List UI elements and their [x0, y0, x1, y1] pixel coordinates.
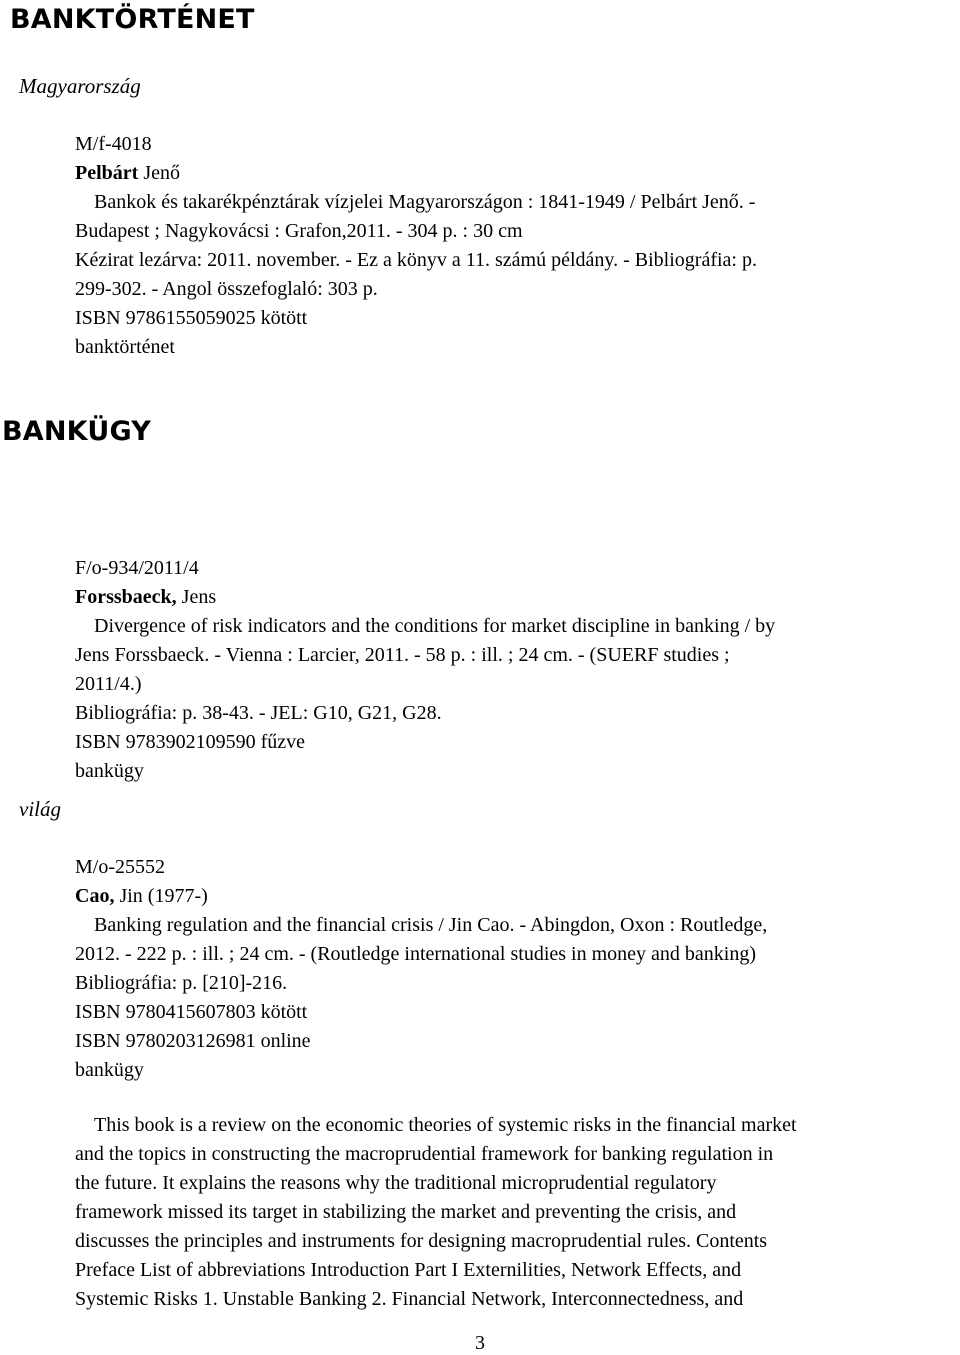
- author-surname: Pelbárt: [75, 162, 139, 184]
- page-number: 3: [475, 1332, 485, 1354]
- subject-term: bankügy: [75, 760, 144, 782]
- description-line: Budapest ; Nagykovácsi : Grafon,2011. - 304 p. : 30 cm: [75, 220, 523, 242]
- description-line: Divergence of risk indicators and the conditions for market discipline in banking / by: [94, 615, 776, 637]
- isbn-line: ISBN 9780415607803 kötött: [75, 1001, 308, 1023]
- description-line: 2011/4.): [75, 673, 142, 695]
- author-surname: Forssbaeck,: [75, 586, 177, 608]
- subheading-magyarorszag: Magyarország: [19, 74, 141, 98]
- isbn-line: ISBN 9786155059025 kötött: [75, 307, 308, 329]
- author-given-name: Jenő: [138, 162, 180, 184]
- abstract-line: discusses the principles and instruments for designing macroprudential rules. Contents: [75, 1230, 768, 1252]
- abstract-line: and the topics in constructing the macroprudential framework for banking regulation in: [75, 1143, 774, 1165]
- author-line: [75, 583, 216, 612]
- author-line: [75, 159, 180, 188]
- abstract-line: framework missed its target in stabilizing the market and preventing the crisis, and: [75, 1201, 737, 1223]
- author-line: [75, 882, 208, 911]
- call-number: F/o-934/2011/4: [75, 557, 199, 579]
- abstract-line: This book is a review on the economic theories of systemic risks in the financial market: [94, 1114, 797, 1136]
- subject-term: banktörténet: [75, 336, 175, 358]
- description-line: Banking regulation and the financial crisis / Jin Cao. - Abingdon, Oxon : Routledge,: [94, 914, 768, 936]
- description-line: Bankok és takarékpénztárak vízjelei Magyarországon : 1841-1949 / Pelbárt Jenő. -: [94, 191, 756, 213]
- isbn-line: ISBN 9783902109590 fűzve: [75, 731, 305, 753]
- description-line: Kézirat lezárva: 2011. november. - Ez a könyv a 11. számú példány. - Bibliográfia: p.: [75, 249, 757, 271]
- author-given-name: Jens: [176, 586, 217, 608]
- description-line: Bibliográfia: p. 38-43. - JEL: G10, G21, G28.: [75, 702, 442, 724]
- author-given-name: Jin (1977-): [114, 885, 208, 907]
- section-heading-bankugy: BANKÜGY: [2, 416, 151, 447]
- description-line: Bibliográfia: p. [210]-216.: [75, 972, 288, 994]
- abstract-line: Preface List of abbreviations Introduction Part I Externilities, Network Effects, and: [75, 1259, 742, 1281]
- call-number: M/f-4018: [75, 133, 152, 155]
- description-line: 299-302. - Angol összefoglaló: 303 p.: [75, 278, 378, 300]
- section-heading-banktortenet: BANKTÖRTÉNET: [10, 4, 255, 35]
- subject-term: bankügy: [75, 1059, 144, 1081]
- description-line: Jens Forssbaeck. - Vienna : Larcier, 2011. - 58 p. : ill. ; 24 cm. - (SUERF studies ;: [75, 644, 730, 666]
- author-surname: Cao,: [75, 885, 115, 907]
- description-line: 2012. - 222 p. : ill. ; 24 cm. - (Routledge international studies in money and banking): [75, 943, 756, 965]
- call-number: M/o-25552: [75, 856, 165, 878]
- abstract-line: Systemic Risks 1. Unstable Banking 2. Financial Network, Interconnectedness, and: [75, 1288, 744, 1310]
- subheading-vilag: világ: [19, 797, 61, 821]
- isbn-line: ISBN 9780203126981 online: [75, 1030, 311, 1052]
- abstract-line: the future. It explains the reasons why the traditional microprudential regulatory: [75, 1172, 717, 1194]
